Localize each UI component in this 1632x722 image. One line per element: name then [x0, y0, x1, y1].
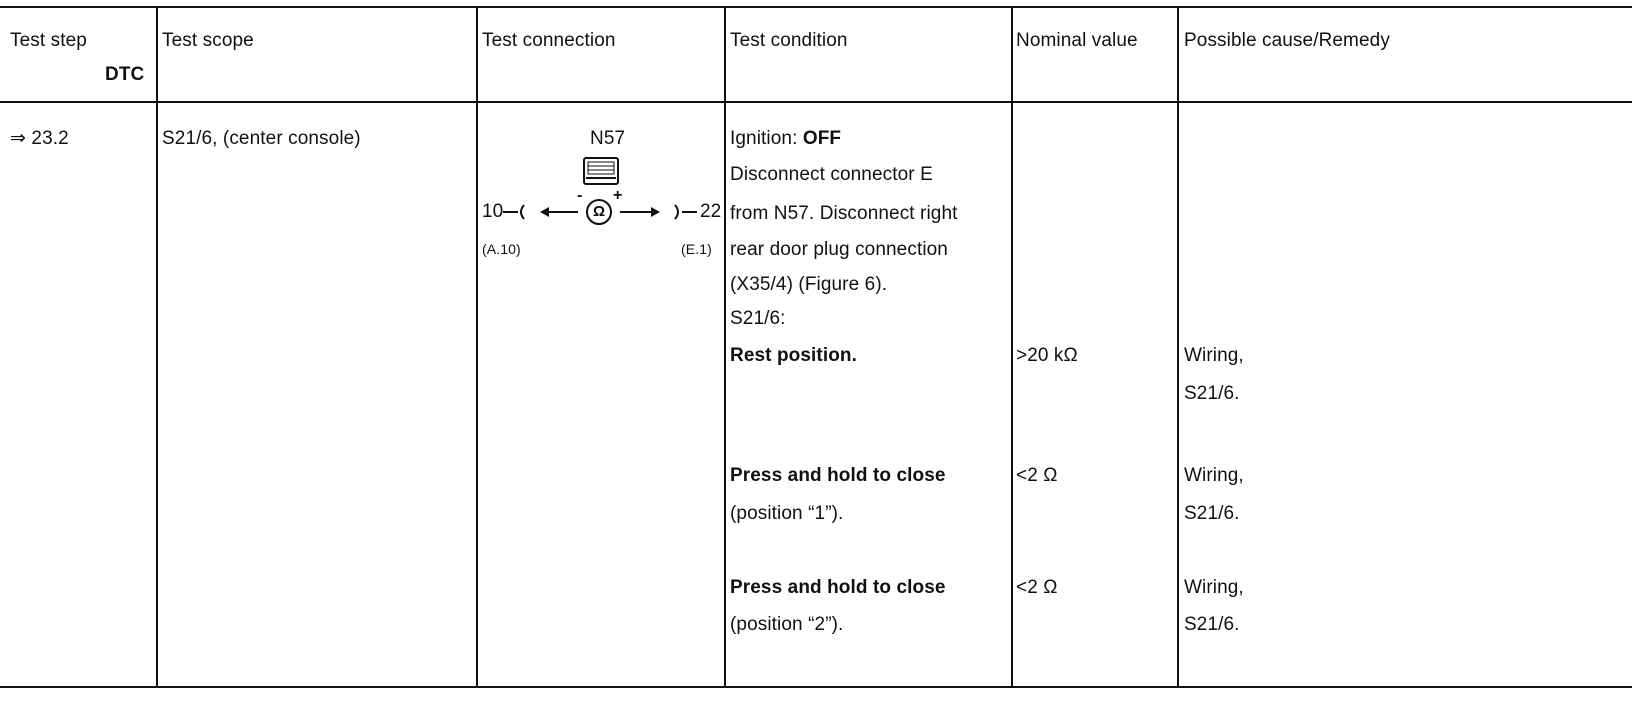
condition-ignition: [730, 124, 841, 154]
left-pin-ref: (A.10): [482, 241, 521, 257]
cause-line: Wiring,: [1184, 345, 1244, 366]
header-possible-cause: Possible cause/Remedy: [1184, 30, 1390, 51]
condition-line: (X35/4) (Figure 6).: [730, 274, 888, 295]
col-divider-2: [476, 6, 478, 688]
test-scope-value: S21/6, (center console): [162, 128, 361, 149]
ohmmeter-symbol: Ω: [592, 203, 606, 220]
cause-line: Wiring,: [1184, 465, 1244, 486]
check-condition: Rest position.: [730, 345, 858, 366]
header-test-condition: Test condition: [730, 30, 848, 51]
ignition-value: OFF: [802, 128, 842, 149]
check-condition-sub: (position “1”).: [730, 503, 844, 524]
plus-sign: +: [613, 187, 623, 204]
col-divider-1: [156, 6, 158, 688]
nominal-value: <2 Ω: [1016, 465, 1058, 486]
header-test-step: Test step: [10, 30, 87, 51]
check-condition: Press and hold to close: [730, 577, 946, 598]
test-connection-diagram: [478, 118, 724, 268]
nominal-value: >20 kΩ: [1016, 345, 1078, 366]
header-bottom-rule: [0, 101, 1632, 103]
table-top-rule: [0, 6, 1632, 8]
right-pin-ref: (E.1): [681, 241, 712, 257]
check-condition: Press and hold to close: [730, 465, 946, 486]
cause-line: S21/6.: [1184, 614, 1240, 635]
col-divider-3: [724, 6, 726, 688]
header-test-scope: Test scope: [162, 30, 254, 51]
right-pin: 22: [700, 201, 722, 222]
test-step-value: ⇒ 23.2: [10, 128, 69, 149]
header-dtc: DTC: [105, 64, 145, 85]
header-nominal-value: Nominal value: [1016, 30, 1138, 51]
nominal-value: <2 Ω: [1016, 577, 1058, 598]
cause-line: S21/6.: [1184, 503, 1240, 524]
condition-line: from N57. Disconnect right: [730, 203, 958, 224]
ignition-label: Ignition:: [730, 128, 803, 149]
condition-line: rear door plug connection: [730, 239, 948, 260]
condition-line: S21/6:: [730, 308, 786, 329]
check-condition-sub: (position “2”).: [730, 614, 844, 635]
module-label: N57: [590, 128, 626, 149]
table-bottom-rule: [0, 686, 1632, 688]
col-divider-4: [1011, 6, 1013, 688]
condition-line: Disconnect connector E: [730, 164, 933, 185]
minus-sign: -: [577, 187, 583, 204]
col-divider-5: [1177, 6, 1179, 688]
cause-line: S21/6.: [1184, 383, 1240, 404]
cause-line: Wiring,: [1184, 577, 1244, 598]
left-pin: 10: [482, 201, 504, 222]
header-test-connection: Test connection: [482, 30, 616, 51]
